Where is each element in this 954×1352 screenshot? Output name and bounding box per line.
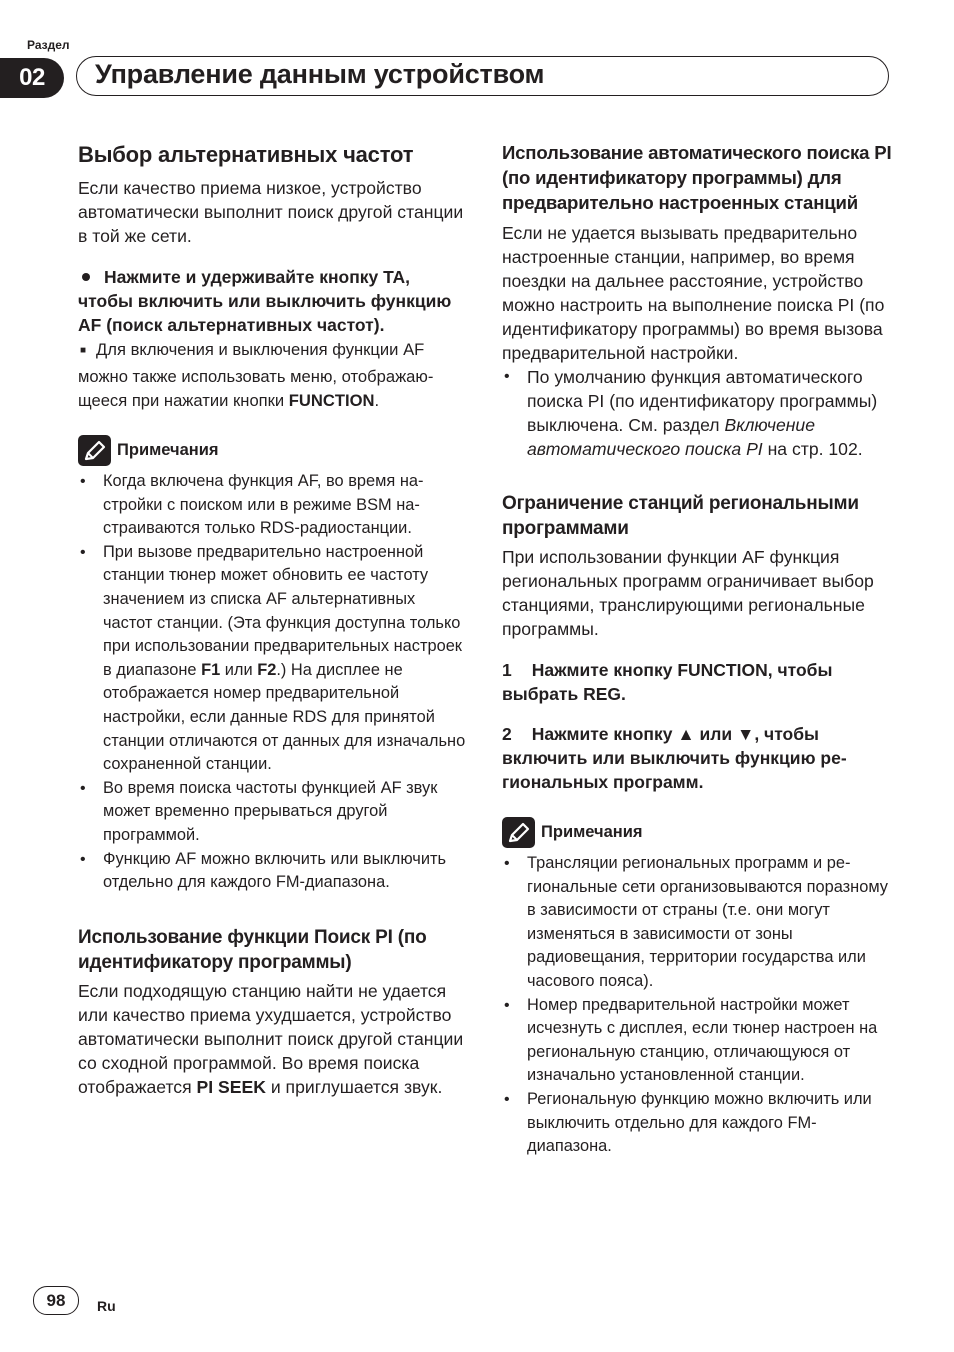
square-bullet-icon: ■	[80, 345, 87, 356]
step-text: Нажмите кнопку FUNCTION, чтобы выбрать REG.	[502, 660, 833, 704]
af-step-text: Нажмите и удерживайте кнопку TA, чтобы включить или выключить функцию AF (поиск альтернативных частот).	[78, 267, 452, 335]
notes-header	[502, 817, 892, 848]
regional-body: При использовании функции AF функция региональных программ ограничивает выбор станциями, транслирующими региональные программы.	[502, 547, 874, 639]
section-number-tab: 02	[0, 58, 64, 98]
pi-seek-label: PI SEEK	[196, 1076, 266, 1097]
note-item: • Трансляции региональных программ и региональные сети организовываются поразному в зависимости от страны (т.е. они могут изменяться в зависимости от зоны радиовещания, территории государства или часового пояса).	[502, 852, 892, 994]
cross-reference: Включение автоматического поиска PI	[527, 415, 815, 459]
note-item: • Номер предварительной настройки может исчезнуть с дисплея, если тюнер настроен на региональную станцию, отличающуюся от изначально установленной станции.	[502, 994, 892, 1088]
note-item: • Во время поиска частоты функцией AF звук может временно прерываться другой программой.	[78, 777, 468, 848]
note-item: • Когда включена функция AF, во время настройки с поиском или в режиме BSM настраиваются только RDS-радиостанции.	[78, 470, 468, 541]
notes-list	[78, 470, 468, 895]
step-number: 2	[502, 724, 512, 744]
language-code: Ru	[97, 1298, 116, 1314]
notes-list	[502, 852, 892, 1159]
note-item: • Функцию AF можно включить или выключить отдельно для каждого FM-диапазона.	[78, 848, 468, 895]
af-step-subnote: ■ Для включения и выключения функции AF можно также использовать меню, отображающееся при нажатии кнопки FUNCTION.	[78, 340, 434, 410]
section-label: Раздел	[27, 38, 70, 52]
alt-frequencies-intro: Если качество приема низкое, устройство автоматически выполнит поиск другой станции в той же сети.	[78, 178, 464, 246]
note-item: • Региональную функцию можно включить или выключить отдельно для каждого FM-диапазона.	[502, 1088, 892, 1159]
step-text: Нажмите кнопку ▲ или ▼, чтобы включить или выключить функцию региональных программ.	[502, 724, 847, 792]
regional-step-1	[502, 658, 892, 706]
auto-pi-bullets	[502, 365, 892, 461]
pencil-note-icon	[502, 817, 535, 848]
notes-title: Примечания	[541, 823, 643, 841]
right-column	[502, 140, 892, 1159]
auto-pi-bullet: • По умолчанию функция автоматического поиска PI (по идентификатору программы) выключена. См. раздел Включение автоматического поиска PI на стр. 102.	[502, 365, 892, 461]
auto-pi-body: Если не удается вызывать предварительно настроенные станции, например, во время поездки на дальнее расстояние, устройство можно настроить на выполнение поиска PI (по идентификатору программы) во время вызова предварительной настройки.	[502, 223, 885, 363]
af-step	[78, 265, 468, 337]
heading-auto-pi: Использование автоматического поиска PI (по идентификатору программы) для предварительно настроенных станций	[502, 142, 892, 213]
heading-alt-frequencies: Выбор альтернативных частот	[78, 142, 414, 167]
regional-step-2	[502, 722, 892, 794]
page-number: 98	[33, 1286, 79, 1315]
left-column	[78, 140, 468, 1099]
pi-search-body: Если подходящую станцию найти не удается или качество приема ухудшается, устройство автоматически выполнит поиск другой станции со сходной программой. Во время поиска отображается PI SEEK и приглушается звук.	[78, 980, 464, 1097]
notes-title: Примечания	[117, 441, 219, 459]
function-key-label: FUNCTION	[288, 391, 375, 410]
step-number: 1	[502, 660, 512, 680]
pencil-note-icon	[78, 435, 111, 466]
note-item: • При вызове предварительно настроенной станции тюнер может обновить ее частоту значением из списка AF альтернативных частот станции. (Эта функция доступна только при использовании предварительных настроек в диапазоне F1 или F2.) На дисплее не отображается номер предварительной настройки, если данные RDS для принятой станции отличаются от данных для изначально сохраненной станции.	[78, 541, 468, 777]
heading-regional: Ограничение станций региональными программами	[502, 493, 859, 539]
heading-pi-search: Использование функции Поиск PI (по идентификатору программы)	[78, 926, 427, 973]
notes-header	[78, 435, 468, 466]
page-title: Управление данным устройством	[95, 59, 545, 89]
step-bullet-icon	[82, 273, 90, 281]
